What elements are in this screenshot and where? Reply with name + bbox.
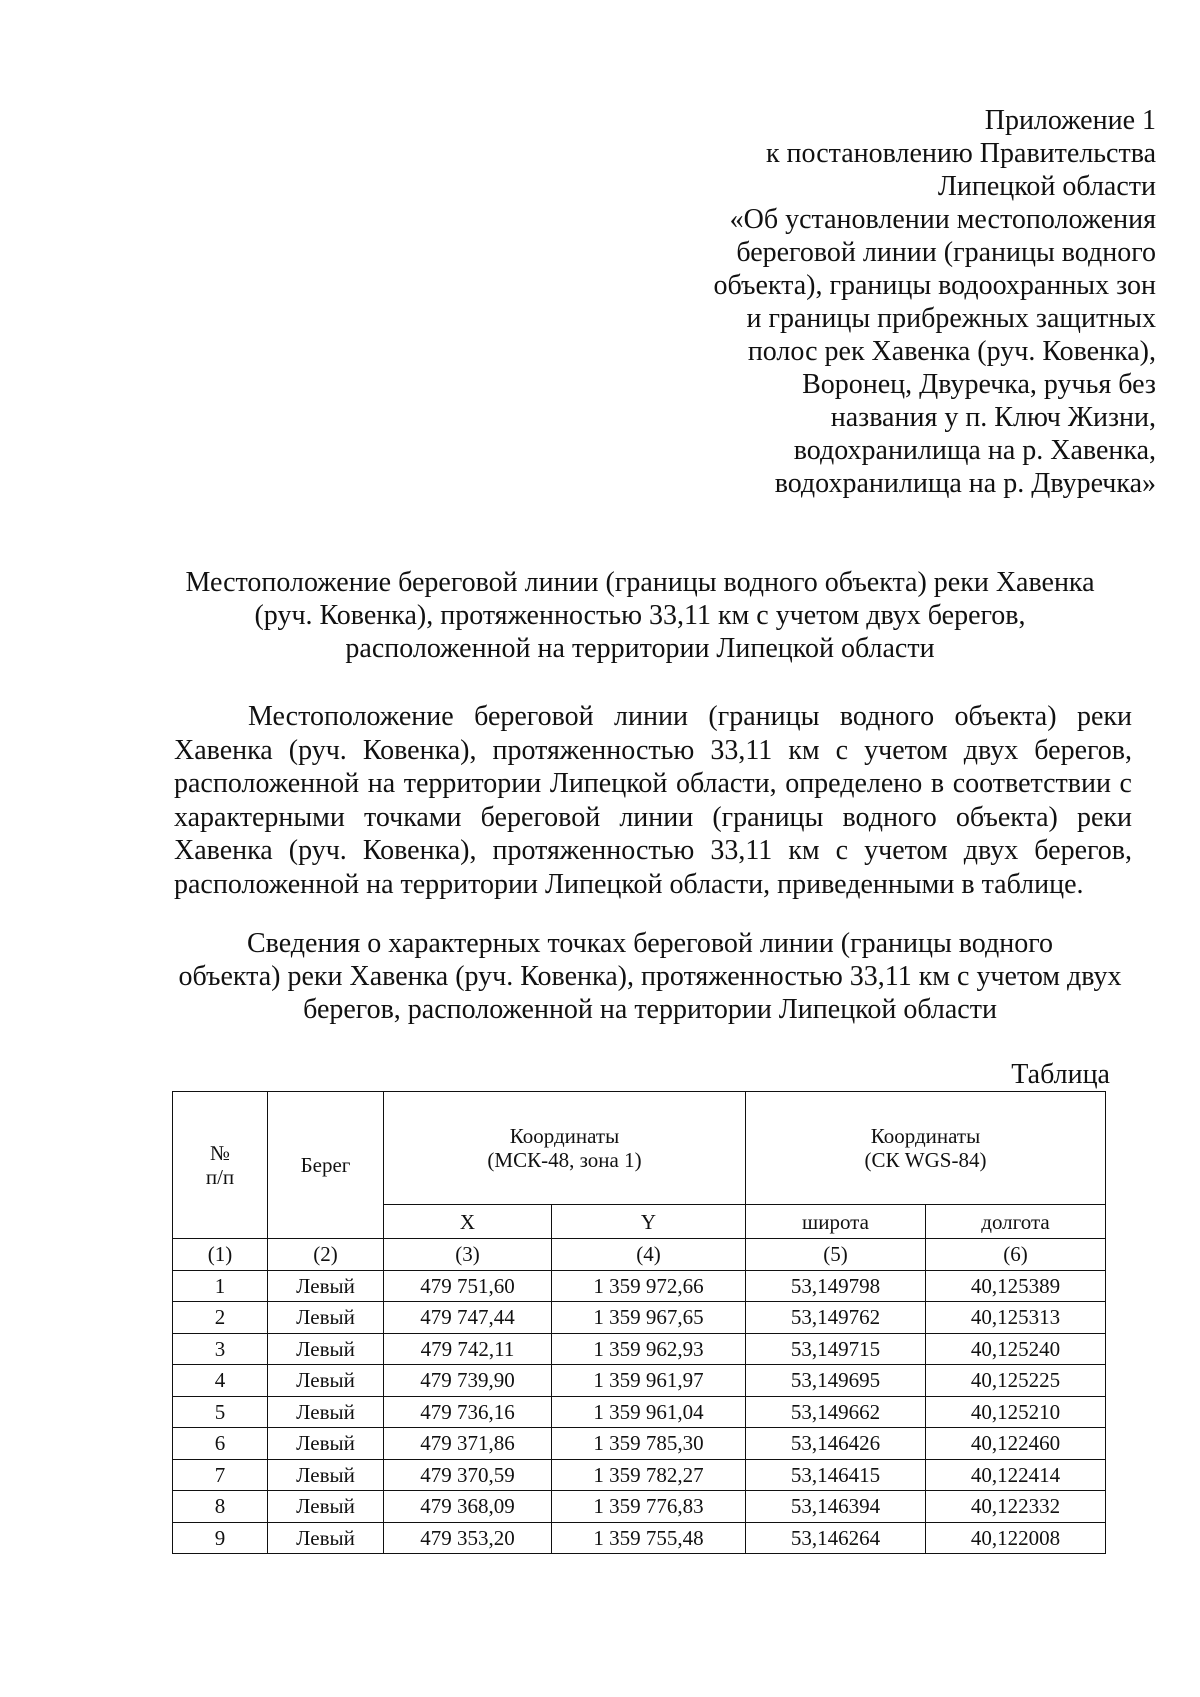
header-wgs-line2: (СК WGS-84) bbox=[864, 1148, 987, 1172]
cell-latitude: 53,146394 bbox=[746, 1491, 926, 1523]
column-number-row bbox=[173, 1239, 1106, 1271]
header-x: X bbox=[384, 1205, 552, 1239]
cell-longitude: 40,122414 bbox=[926, 1459, 1106, 1491]
cell-y: 1 359 785,30 bbox=[552, 1428, 746, 1460]
table-row bbox=[173, 1522, 1106, 1554]
cell-y: 1 359 972,66 bbox=[552, 1270, 746, 1302]
table-row bbox=[173, 1396, 1106, 1428]
cell-bank: Левый bbox=[268, 1396, 384, 1428]
column-number: (6) bbox=[926, 1239, 1106, 1271]
table-row bbox=[173, 1302, 1106, 1334]
cell-latitude: 53,149662 bbox=[746, 1396, 926, 1428]
cell-x: 479 353,20 bbox=[384, 1522, 552, 1554]
cell-y: 1 359 967,65 bbox=[552, 1302, 746, 1334]
cell-bank: Левый bbox=[268, 1522, 384, 1554]
header-longitude: долгота bbox=[926, 1205, 1106, 1239]
annex-line: и границы прибрежных защитных bbox=[746, 303, 1156, 334]
cell-y: 1 359 776,83 bbox=[552, 1491, 746, 1523]
annex-header bbox=[620, 104, 1156, 500]
column-number: (5) bbox=[746, 1239, 926, 1271]
cell-number: 8 bbox=[173, 1491, 268, 1523]
annex-line: названия у п. Ключ Жизни, bbox=[830, 402, 1156, 433]
header-number-line2: п/п bbox=[205, 1165, 235, 1189]
cell-bank: Левый bbox=[268, 1491, 384, 1523]
annex-line: береговой линии (границы водного bbox=[736, 237, 1156, 268]
cell-bank: Левый bbox=[268, 1333, 384, 1365]
cell-longitude: 40,122008 bbox=[926, 1522, 1106, 1554]
cell-bank: Левый bbox=[268, 1302, 384, 1334]
cell-number: 5 bbox=[173, 1396, 268, 1428]
cell-longitude: 40,125210 bbox=[926, 1396, 1106, 1428]
cell-latitude: 53,146426 bbox=[746, 1428, 926, 1460]
column-number: (1) bbox=[173, 1239, 268, 1271]
cell-x: 479 747,44 bbox=[384, 1302, 552, 1334]
annex-line: водохранилища на р. Хавенка, bbox=[793, 435, 1156, 466]
title-line: Местоположение береговой линии (границы водного объекта) реки Хавенка bbox=[185, 567, 1095, 598]
cell-x: 479 736,16 bbox=[384, 1396, 552, 1428]
cell-x: 479 368,09 bbox=[384, 1491, 552, 1523]
coordinates-table bbox=[172, 1091, 1106, 1554]
cell-bank: Левый bbox=[268, 1428, 384, 1460]
annex-line: водохранилища на р. Двуречка» bbox=[774, 468, 1156, 499]
cell-latitude: 53,146415 bbox=[746, 1459, 926, 1491]
document-title bbox=[160, 566, 1120, 665]
cell-bank: Левый bbox=[268, 1459, 384, 1491]
body-paragraph: Местоположение береговой линии (границы водного объекта) реки Хавенка (руч. Ковенка), протяженностью 33,11 км с учетом двух берегов, расположенной на территории Липецкой области, определено в соответствии с характерными точками береговой линии (границы водного объекта) реки Хавенка (руч. Ковенка), протяженностью 33,11 км с учетом двух берегов, расположенной на территории Липецкой области, приведенными в таблице. bbox=[174, 701, 1132, 900]
header-number-line1: № bbox=[209, 1141, 231, 1165]
table-row bbox=[173, 1459, 1106, 1491]
cell-latitude: 53,149762 bbox=[746, 1302, 926, 1334]
header-wgs-line1: Координаты bbox=[870, 1124, 981, 1148]
annex-line: полос рек Хавенка (руч. Ковенка), bbox=[747, 336, 1156, 367]
column-number: (2) bbox=[268, 1239, 384, 1271]
cell-x: 479 742,11 bbox=[384, 1333, 552, 1365]
cell-y: 1 359 755,48 bbox=[552, 1522, 746, 1554]
annex-line: «Об установлении местоположения bbox=[729, 204, 1156, 235]
cell-y: 1 359 962,93 bbox=[552, 1333, 746, 1365]
annex-line: Приложение 1 bbox=[984, 105, 1156, 136]
header-msk-coordinates bbox=[384, 1092, 746, 1205]
cell-number: 2 bbox=[173, 1302, 268, 1334]
annex-line: объекта), границы водоохранных зон bbox=[713, 270, 1156, 301]
header-number bbox=[173, 1092, 268, 1239]
header-y: Y bbox=[552, 1205, 746, 1239]
header-latitude: широта bbox=[746, 1205, 926, 1239]
cell-latitude: 53,149798 bbox=[746, 1270, 926, 1302]
cell-longitude: 40,122332 bbox=[926, 1491, 1106, 1523]
table-row bbox=[173, 1270, 1106, 1302]
table-caption bbox=[170, 927, 1130, 1026]
cell-x: 479 370,59 bbox=[384, 1459, 552, 1491]
cell-longitude: 40,125389 bbox=[926, 1270, 1106, 1302]
cell-longitude: 40,125240 bbox=[926, 1333, 1106, 1365]
annex-line: к постановлению Правительства bbox=[765, 138, 1156, 169]
cell-number: 7 bbox=[173, 1459, 268, 1491]
column-number: (4) bbox=[552, 1239, 746, 1271]
cell-number: 1 bbox=[173, 1270, 268, 1302]
header-wgs-coordinates bbox=[746, 1092, 1106, 1205]
cell-x: 479 751,60 bbox=[384, 1270, 552, 1302]
cell-number: 9 bbox=[173, 1522, 268, 1554]
cell-number: 3 bbox=[173, 1333, 268, 1365]
cell-latitude: 53,149715 bbox=[746, 1333, 926, 1365]
table-row bbox=[173, 1428, 1106, 1460]
header-msk-line2: (МСК-48, зона 1) bbox=[487, 1148, 642, 1172]
annex-line: Воронец, Двуречка, ручья без bbox=[802, 369, 1156, 400]
title-line: расположенной на территории Липецкой области bbox=[345, 633, 935, 664]
table-row bbox=[173, 1491, 1106, 1523]
title-line: (руч. Ковенка), протяженностью 33,11 км с учетом двух берегов, bbox=[254, 600, 1026, 631]
cell-x: 479 739,90 bbox=[384, 1365, 552, 1397]
cell-latitude: 53,146264 bbox=[746, 1522, 926, 1554]
annex-line: Липецкой области bbox=[937, 171, 1156, 202]
cell-bank: Левый bbox=[268, 1365, 384, 1397]
caption-line: объекта) реки Хавенка (руч. Ковенка), протяженностью 33,11 км с учетом двух bbox=[178, 961, 1122, 992]
cell-x: 479 371,86 bbox=[384, 1428, 552, 1460]
cell-bank: Левый bbox=[268, 1270, 384, 1302]
header-msk-line1: Координаты bbox=[509, 1124, 620, 1148]
cell-number: 4 bbox=[173, 1365, 268, 1397]
cell-y: 1 359 961,97 bbox=[552, 1365, 746, 1397]
column-number: (3) bbox=[384, 1239, 552, 1271]
cell-longitude: 40,125225 bbox=[926, 1365, 1106, 1397]
cell-y: 1 359 961,04 bbox=[552, 1396, 746, 1428]
table-row bbox=[173, 1333, 1106, 1365]
caption-line: берегов, расположенной на территории Липецкой области bbox=[303, 994, 997, 1025]
cell-y: 1 359 782,27 bbox=[552, 1459, 746, 1491]
cell-latitude: 53,149695 bbox=[746, 1365, 926, 1397]
table-header-row bbox=[173, 1092, 1106, 1205]
cell-number: 6 bbox=[173, 1428, 268, 1460]
header-bank: Берег bbox=[268, 1092, 384, 1239]
cell-longitude: 40,122460 bbox=[926, 1428, 1106, 1460]
table-row bbox=[173, 1365, 1106, 1397]
cell-longitude: 40,125313 bbox=[926, 1302, 1106, 1334]
table-label: Таблица bbox=[1011, 1059, 1110, 1090]
caption-line: Сведения о характерных точках береговой линии (границы водного bbox=[246, 928, 1053, 959]
